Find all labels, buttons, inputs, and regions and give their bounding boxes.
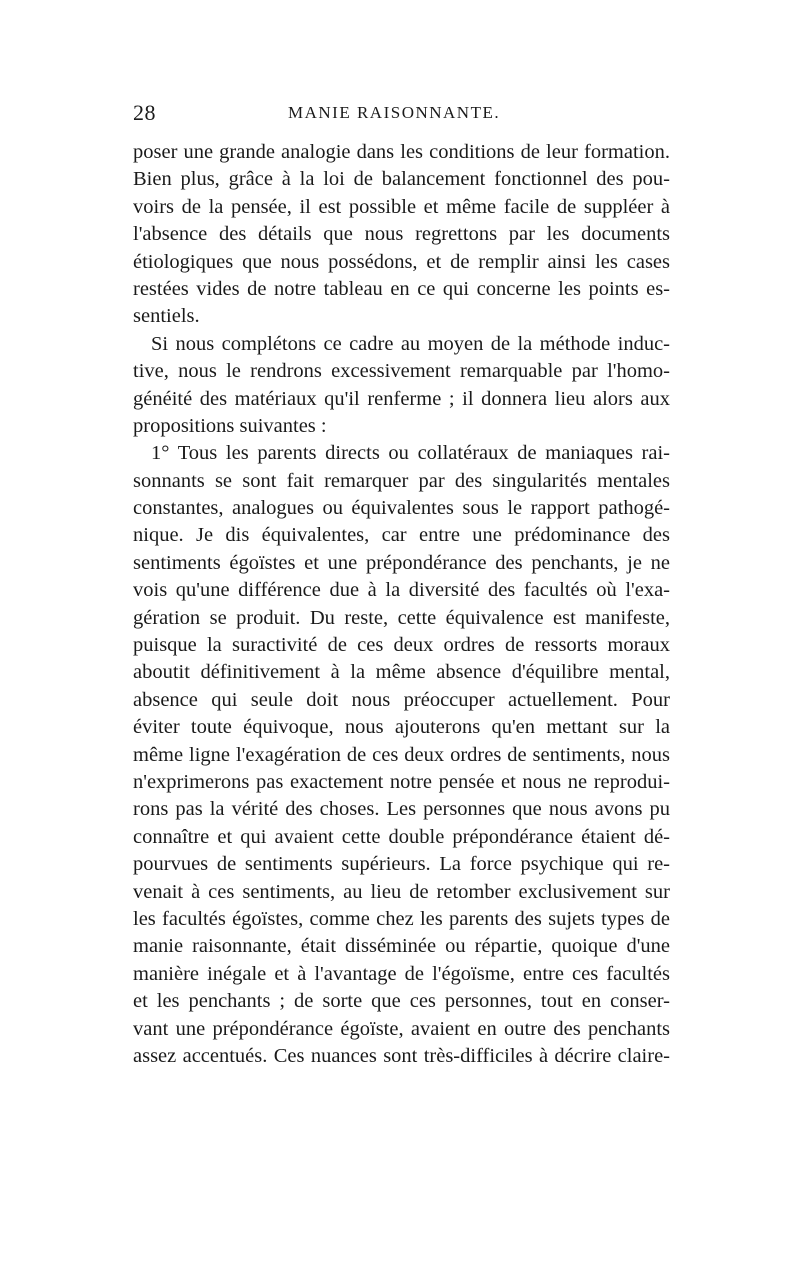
text-line: vant une prépondérance égoïste, avaient en outre des penchants bbox=[133, 1017, 670, 1040]
text-line: gération se produit. Du reste, cette équivalence est manifeste, bbox=[133, 606, 670, 629]
text-line: éviter toute équivoque, nous ajouterons qu'en mettant sur la bbox=[133, 716, 670, 739]
text-line: assez accentués. Ces nuances sont très-difficiles à décrire claire- bbox=[133, 1044, 670, 1067]
text-line: restées vides de notre tableau en ce qui concerne les points es- bbox=[133, 277, 670, 300]
running-title: MANIE RAISONNANTE. bbox=[288, 103, 501, 122]
text-line: les facultés égoïstes, comme chez les parents des sujets types de bbox=[133, 907, 670, 930]
text-line: sentiments égoïstes et une prépondérance des penchants, je ne bbox=[133, 551, 670, 574]
text-line: pourvues de sentiments supérieurs. La force psychique qui re- bbox=[133, 853, 670, 876]
text-line: nique. Je dis équivalentes, car entre une prédominance des bbox=[133, 524, 670, 547]
text-line: étiologiques que nous possédons, et de remplir ainsi les cases bbox=[133, 250, 670, 273]
page-header bbox=[133, 100, 670, 130]
text-line: puisque la suractivité de ces deux ordres de ressorts moraux bbox=[133, 634, 670, 657]
text-line: venait à ces sentiments, au lieu de retomber exclusivement sur bbox=[133, 880, 670, 903]
text-line: voirs de la pensée, il est possible et même facile de suppléer à bbox=[133, 195, 670, 218]
text-line: sonnants se sont fait remarquer par des singularités mentales bbox=[133, 469, 670, 492]
text-line: sentiels. bbox=[133, 305, 200, 328]
text-line: généité des matériaux qu'il renferme ; il donnera lieu alors aux bbox=[133, 387, 670, 410]
text-line: propositions suivantes : bbox=[133, 414, 327, 437]
text-line: manie raisonnante, était disséminée ou répartie, quoique d'une bbox=[133, 935, 670, 958]
body-text bbox=[133, 139, 670, 1070]
text-line: l'absence des détails que nous regrettons par les documents bbox=[133, 223, 670, 246]
text-line: Bien plus, grâce à la loi de balancement fonctionnel des pou- bbox=[133, 168, 670, 191]
text-line: poser une grande analogie dans les conditions de leur formation. bbox=[133, 141, 670, 163]
text-line: aboutit définitivement à la même absence d'équilibre mental, bbox=[133, 661, 670, 684]
text-line: rons pas la vérité des choses. Les personnes que nous avons pu bbox=[133, 798, 670, 821]
text-line: tive, nous le rendrons excessivement remarquable par l'homo- bbox=[133, 360, 670, 383]
text-line: et les penchants ; de sorte que ces personnes, tout en conser- bbox=[133, 990, 670, 1013]
text-line: connaître et qui avaient cette double prépondérance étaient dé- bbox=[133, 825, 670, 848]
text-line: n'exprimerons pas exactement notre pensée et nous ne reprodui- bbox=[133, 770, 670, 793]
text-line: même ligne l'exagération de ces deux ordres de sentiments, nous bbox=[133, 743, 670, 766]
text-line: manière inégale et à l'avantage de l'égoïsme, entre ces facultés bbox=[133, 962, 670, 985]
text-line: absence qui seule doit nous préoccuper actuellement. Pour bbox=[133, 688, 670, 711]
text-line: Si nous complétons ce cadre au moyen de la méthode induc- bbox=[151, 332, 670, 355]
text-line: vois qu'une différence due à la diversité des facultés où l'exa- bbox=[133, 579, 670, 602]
page-number: 28 bbox=[133, 100, 156, 125]
text-line: constantes, analogues ou équivalentes sous le rapport pathogé- bbox=[133, 497, 670, 520]
text-line: 1° Tous les parents directs ou collatéraux de maniaques rai- bbox=[151, 442, 670, 465]
